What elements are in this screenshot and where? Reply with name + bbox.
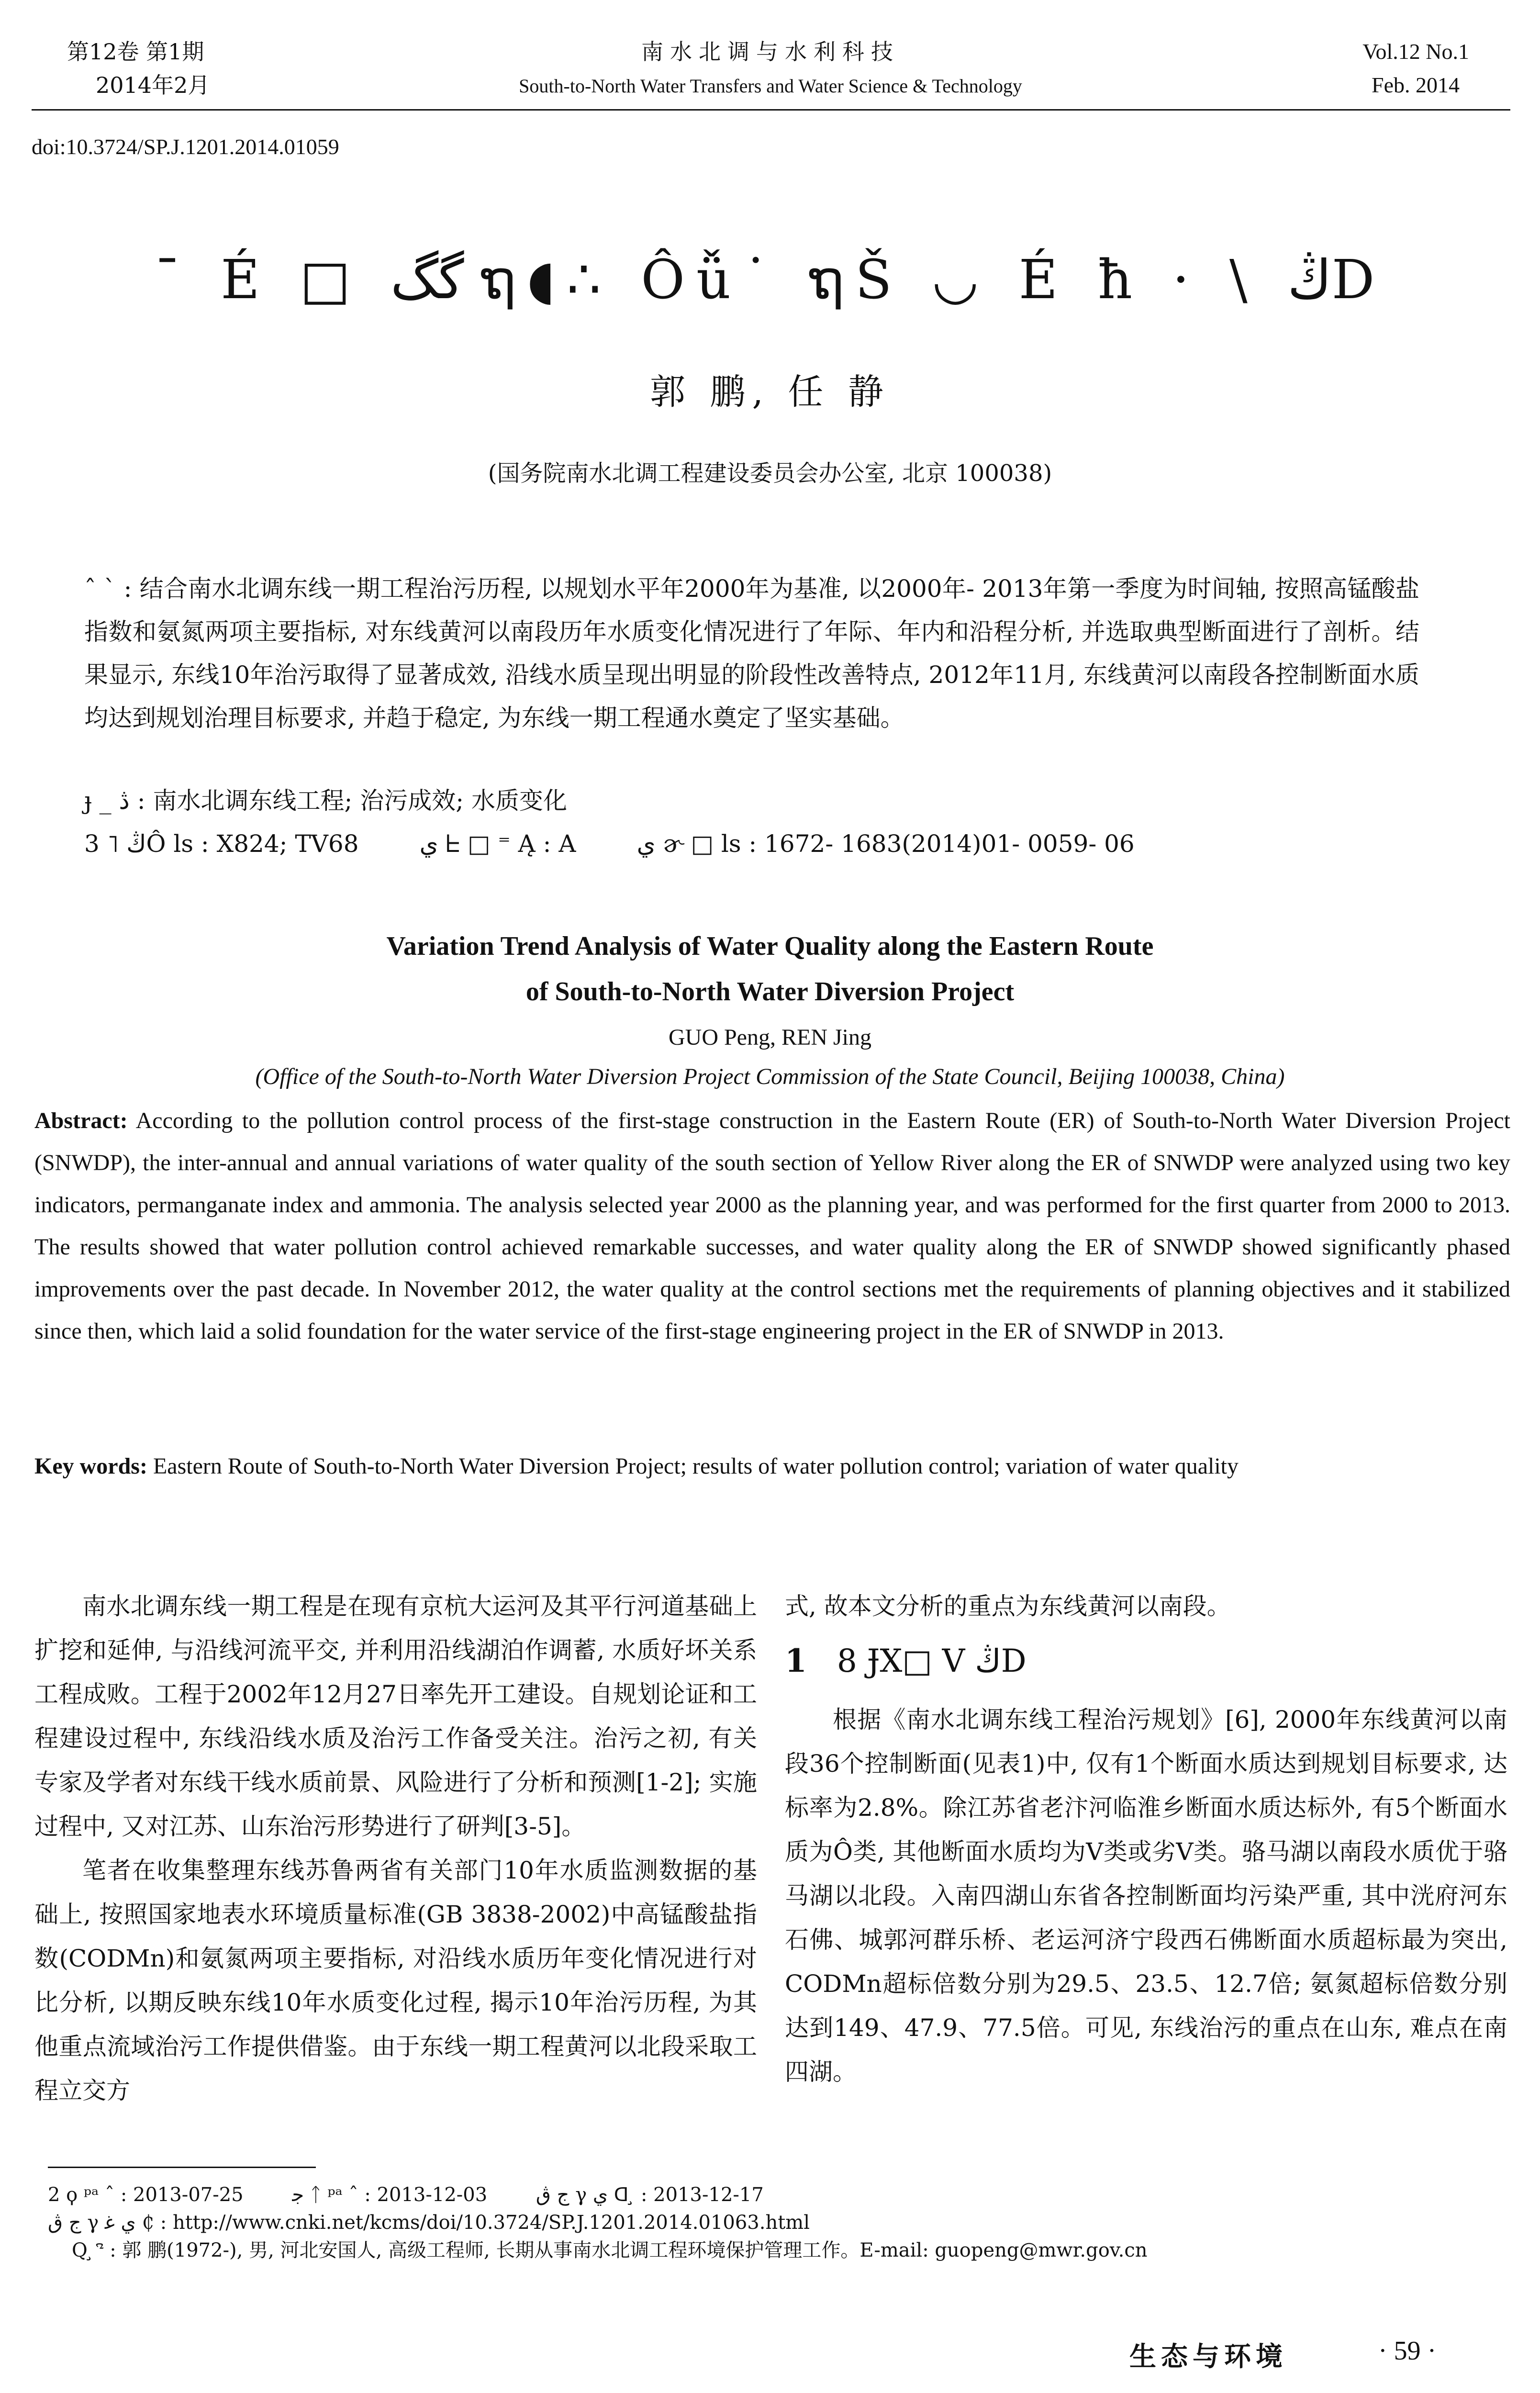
footnote-dates: 2 ϙ ᵖᵃ ˆ : 2013-07-25 ﺟ ᛏ ᵖᵃ ˆ : 2013-12-03 ج ڨ γ ي ᗡ ̧ : 2013-12-17 (48, 2184, 764, 2206)
header-volume-issue: 第12卷 第1期 (67, 39, 204, 65)
header-volume-en: Vol.12 No.1 (1362, 39, 1469, 64)
paper-title-en-line2: of South-to-North Water Diversion Project (525, 977, 1015, 1006)
header-date-en: Feb. 2014 (1372, 73, 1460, 97)
header-date-zh: 2014年2月 (96, 72, 210, 98)
section-heading (785, 1639, 1507, 1683)
doi: doi:10.3724/SP.J.1201.2014.01059 (32, 134, 339, 159)
abstract-en (34, 1100, 1510, 1353)
body-paragraph: 式, 故本文分析的重点为东线黄河以南段。 (785, 1592, 1231, 1620)
footnote-rule (48, 2167, 316, 2168)
paper-title-zh: ¯ É □ گگ ຖ◖∴ Ôǚ˙ ຖŠ ◡ É ħ · \ ڭD (154, 249, 1386, 311)
section-title: 8 ɈX□ V ڭD (837, 1643, 1027, 1679)
keywords-en (34, 1445, 1510, 1487)
body-paragraph: 根据《南水北调东线工程治污规划》[6], 2000年东线黄河以南段36个控制断面(见表1)中, 仅有1个断面水质达到规划目标要求, 达标率为2.8%。除江苏省老汴河临淮乡断面水质达标外, 有5个断面水质为Ô类, 其他断面水质均为V类或劣V类。骆马湖以南段水质优于骆马湖以北段。入南四湖山东省各控制断面均污染严重, 其中洸府河东石佛、城郭河群乐桥、老运河济宁段西石佛断面水质超标最为突出, CODMn超标倍数分别为29.5、23.5、12.7倍; 氨氮超标倍数分别达到149、47.9、77.5倍。可见, 东线治污的重点在山东, 难点在南四湖。 (785, 1706, 1507, 2086)
footer-section-label: 生态与环境 (1129, 2341, 1287, 2372)
body-paragraph: 笔者在收集整理东线苏鲁两省有关部门10年水质监测数据的基础上, 按照国家地表水环境质量标准(GB 3838-2002)中高锰酸盐指数(CODMn)和氨氮两项主要指标, 对沿线水质历年变化情况进行对比分析, 以期反映东线10年水质变化过程, 揭示10年治污历程, 为其他重点流域治污工作提供借鉴。由于东线一期工程黄河以北段采取工程立交方 (34, 1856, 757, 2104)
header-journal-title-en: South-to-North Water Transfers and Water Science & Technology (519, 75, 1022, 97)
footnote-author-bio: Q ̧ ᤡ : 郭 鹏(1972-), 男, 河北安国人, 高级工程师, 长期从事南水北调工程环境保护管理工作。E-mail: guopeng@mwr.gov.cn (72, 2239, 1148, 2261)
authors-zh: 郭 鹏, 任 静 (649, 371, 891, 413)
abstract-en-text: According to the pollution control process of the first-stage construction in the Eastern Route (ER) of South-to-North Water Diversion Project (SNWDP), the inter-annual and annual variations of water quality of the south section of Yellow River along the ER of SNWDP were analyzed using two key indicators, permanganate index and ammonia. The analysis selected year 2000 as the planning year, and was performed for the first quarter from 2000 to 2013. The results showed that water pollution control achieved remarkable successes, and water quality along the ER of SNWDP showed significantly phased improvements over the past decade. In November 2012, the water quality at the control sections met the requirements of planning objectives and it stabilized since then, which laid a solid foundation for the water service of the first-stage engineering project in the ER of SNWDP in 2013. (34, 1108, 1511, 1344)
classification-line: 3 ˥ ڭÔ ls : X824; TV68 ي ᖶ □ ⁼ Ą : A ي ɚ □ ls : 1672- 1683(2014)01- 0059- 06 (84, 830, 1135, 858)
body-paragraph: 南水北调东线一期工程是在现有京杭大运河及其平行河道基础上扩挖和延伸, 与沿线河流平交, 并利用沿线湖泊作调蓄, 水质好坏关系工程成败。工程于2002年12月27日率先开工建设。自规划论证和工程建设过程中, 东线沿线水质及治污工作备受关注。治污之初, 有关专家及学者对东线干线水质前景、风险进行了分析和预测[1-2]; 实施过程中, 又对江苏、山东治污形势进行了研判[3-5]。 (34, 1592, 757, 1840)
affiliation-zh: (国务院南水北调工程建设委员会办公室, 北京 100038) (488, 460, 1052, 487)
keywords-zh-label: ɟ _ ڎ : (84, 787, 145, 815)
keywords-en-text: Eastern Route of South-to-North Water Diversion Project; results of water pollution control; variation of water quality (153, 1454, 1239, 1479)
keywords-zh-text: 南水北调东线工程; 治污成效; 水质变化 (153, 787, 567, 815)
section-number: 1 (785, 1642, 807, 1679)
footnote-url: ج ڨ γ ي ﻏ ₵ : http://www.cnki.net/kcms/doi/10.3724/SP.J.1201.2014.01063.html (48, 2212, 810, 2234)
page-number: · 59 · (1378, 2336, 1437, 2366)
header-journal-title-zh: 南水北调与水利科技 (641, 39, 900, 65)
affiliation-en: (Office of the South-to-North Water Diversion Project Commission of the State Council, Beijing 100038, China) (255, 1064, 1285, 1089)
authors-en: GUO Peng, REN Jing (668, 1025, 871, 1050)
body-right-column (785, 1584, 1507, 2094)
abstract-zh-text: 结合南水北调东线一期工程治污历程, 以规划水平年2000年为基准, 以2000年- 2013年第一季度为时间轴, 按照高锰酸盐指数和氨氮两项主要指标, 对东线黄河以南段历年水质变化情况进行了年际、年内和沿程分析, 并选取典型断面进行了剖析。结果显示, 东线10年治污取得了显著成效, 沿线水质呈现出明显的阶段性改善特点, 2012年11月, 东线黄河以南段各控制断面水质均达到规划治理目标要求, 并趋于稳定, 为东线一期工程通水奠定了坚实基础。 (84, 575, 1419, 732)
paper-title-en-line1: Variation Trend Analysis of Water Quality along the Eastern Route (386, 931, 1154, 961)
abstract-zh-label: ˆ ˋ : (84, 575, 132, 603)
keywords-en-label: Key words: (34, 1454, 147, 1479)
keywords-zh (84, 779, 1419, 822)
body-left-column (34, 1584, 757, 2113)
abstract-en-label: Abstract: (34, 1108, 128, 1133)
abstract-zh (84, 567, 1419, 739)
header-rule (32, 109, 1510, 111)
